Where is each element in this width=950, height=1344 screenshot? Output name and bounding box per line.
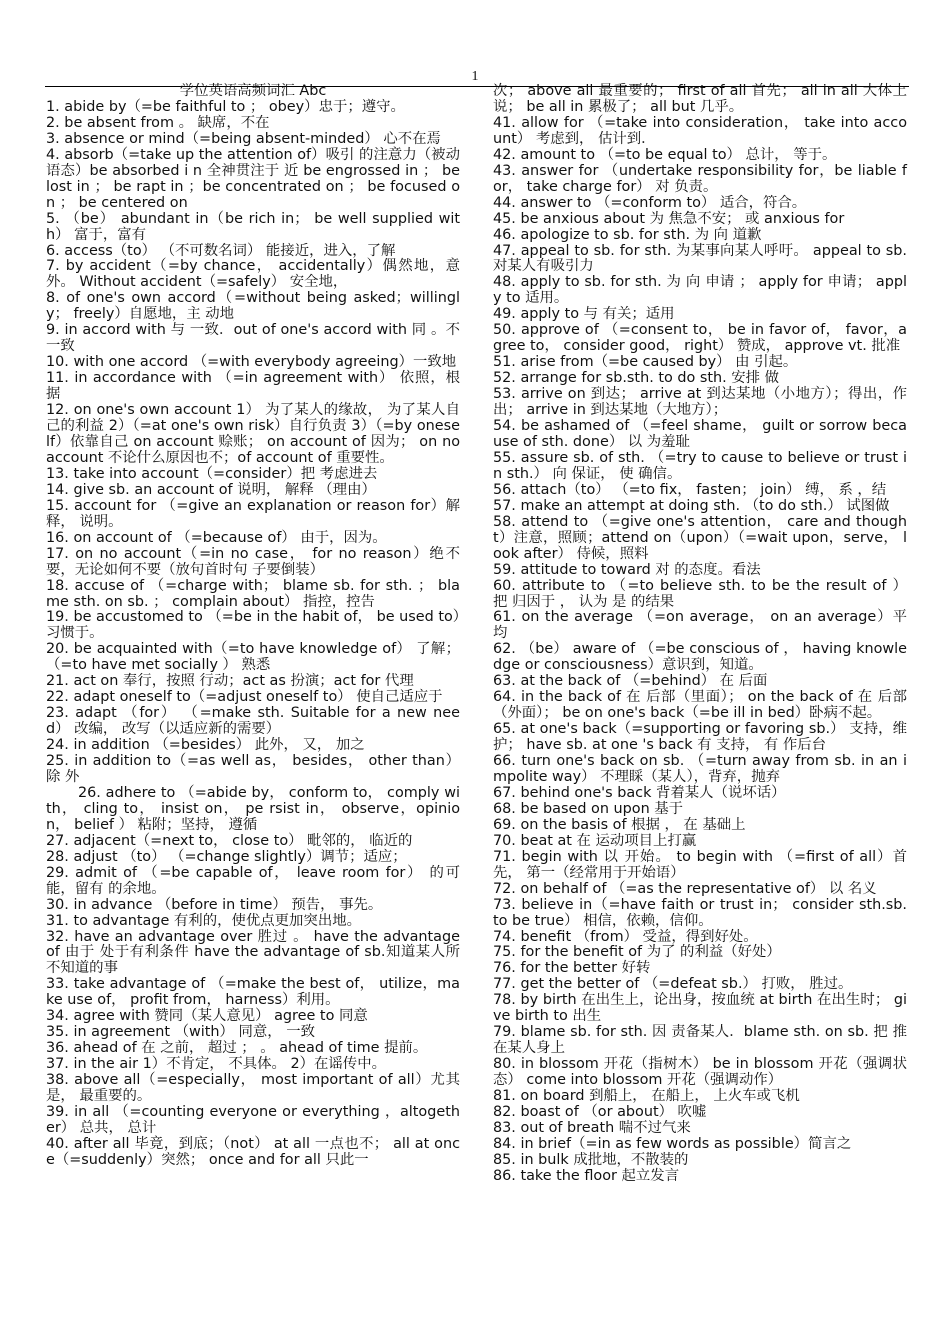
vocab-entry: 72. on behalf of （=as the representative of） 以 名义 bbox=[493, 880, 877, 897]
vocab-entry: 75. for the benefit of 为了 的利益（好处） bbox=[493, 944, 781, 961]
vocab-entry: 32. have an advantage over 胜过 。 have the advantage of 由于 处于有利条件 have the advantage of sb.知道某人所不知道的事 bbox=[46, 928, 460, 977]
vocab-entry: 6. access（to） （不可数名词） 能接近，进入，了解 bbox=[46, 242, 396, 259]
vocab-entry: 69. on the basis of 根据 ， 在 基础上 bbox=[493, 816, 746, 833]
vocab-entry: 76. for the better 好转 bbox=[493, 960, 651, 977]
vocab-entry: 1. abide by（=be faithful to ； obey）忠于；遵守。 bbox=[46, 98, 405, 115]
vocab-entry: 20. be acquainted with（=to have knowledge of） 了解；（=to have met socially ） 熟悉 bbox=[46, 641, 460, 674]
right-column bbox=[493, 84, 907, 1185]
vocab-entry: 40. after all 毕竟，到底；（not） at all 一点也不； all at once（=suddenly）突然； once and for all 只此一 bbox=[46, 1135, 460, 1168]
vocab-entry: 78. by birth 在出生上，论出身，按血统 at birth 在出生时； give birth to 出生 bbox=[493, 992, 907, 1025]
vocab-entry: 39. in all （=counting everyone or everything ，altogether） 总共， 总计 bbox=[46, 1104, 460, 1136]
vocab-entry: 12. on one's own account 1） 为了某人的缘故， 为了某人自己的利益 2）（=at one's own risk）自行负责 3）（=by oneself）依靠自己 on account 赊账； on account of 因为； on no account 不论什么原因也不；of account of 重要性。 bbox=[46, 402, 460, 466]
vocab-entry: 21. act on 奉行，按照 行动；act as 扮演；act for 代理 bbox=[46, 673, 414, 690]
vocab-entry: 46. apologize to sb. for sth. 为 向 道歉 bbox=[493, 226, 762, 243]
vocab-entry: 80. in blossom 开花（指树木） be in blossom 开花（强调状态） come into blossom 开花（强调动作） bbox=[493, 1056, 907, 1089]
vocab-entry: 4. absorb（=take up the attention of）吸引 的注意力（被动语态）be absorbed i n 全神贯注于 近 be engrossed in ； be lost in ； be rapt in ；be concentrated on ； be focused on ； be centered on bbox=[46, 146, 460, 211]
vocab-entry: 55. assure sb. of sth. （=try to cause to believe or trust in sth.） 向 保证， 使 确信。 bbox=[493, 449, 907, 482]
vocab-entry: 67. behind one's back 背着某人（说坏话） bbox=[493, 784, 786, 801]
vocab-entry: 57. make an attempt at doing sth. （to do sth.） 试图做 bbox=[493, 497, 890, 514]
vocab-entry: 14. give sb. an account of 说明， 解释 （理由） bbox=[46, 481, 376, 498]
vocab-entry: 35. in agreement （with） 同意， 一致 bbox=[46, 1024, 316, 1041]
page-number: 1 bbox=[471, 69, 479, 84]
vocab-entry: 44. answer to （=conform to） 适合，符合。 bbox=[493, 194, 807, 211]
vocab-entry: 26. adhere to （=abide by， conform to， comply with， cling to， insist on， pe rsist in， observe，opinion， belief ） 粘附；坚持， 遵循 bbox=[46, 784, 460, 833]
vocab-entry: 59. attitude to toward 对 的态度。看法 bbox=[493, 561, 761, 578]
vocab-entry: 81. on board 到船上， 在船上， 上火车或飞机 bbox=[493, 1088, 800, 1105]
vocab-entry: 52. arrange for sb.sth. to do sth. 安排 做 bbox=[493, 370, 780, 387]
vocab-entry: 30. in advance （before in time） 预告， 事先。 bbox=[46, 896, 383, 913]
vocab-entry: 38. above all（=especially， most important of all）尤其是， 最重要的。 bbox=[46, 1072, 460, 1105]
vocab-entry: 73. believe in（=have faith or trust in； consider sth.sb. to be true） 相信，依赖，信仰。 bbox=[493, 896, 907, 929]
vocab-entry: 77. get the better of （=defeat sb.） 打败， 胜过。 bbox=[493, 976, 853, 993]
vocab-entry: 22. adapt oneself to（=adjust oneself to） 使自己适应于 bbox=[46, 689, 443, 706]
vocab-entry: 11. in accordance with （=in agreement with） 依照，根据 bbox=[46, 370, 460, 403]
vocab-entry: 58. attend to （=give one's attention， care and thought）注意，照顾；attend on（upon）（=wait upon，serve， look after） 侍候，照料 bbox=[493, 513, 907, 562]
document-title: 学位英语高频词汇 Abc bbox=[179, 83, 327, 99]
vocab-entry: 82. boast of （or about） 吹嘘 bbox=[493, 1104, 707, 1120]
vocab-entry: 68. be based on upon 基于 bbox=[493, 800, 684, 817]
vocab-entry: 50. approve of （=consent to， be in favor of， favor，agree to， consider good， right） 赞成， approve vt. 批准 bbox=[493, 322, 907, 355]
vocab-entry: 7. by accident（=by chance， accidentally）偶然地，意外。 Without accident（=safely） 安全地， bbox=[46, 258, 460, 291]
vocab-entry: 54. be ashamed of （=feel shame， guilt or sorrow because of sth. done） 以 为羞耻 bbox=[493, 418, 907, 450]
vocab-entry: 29. admit of （=be capable of， leave room for） 的可能，留有 的余地。 bbox=[46, 864, 460, 897]
vocab-entry: 13. take into account（=consider）把 考虑进去 bbox=[46, 465, 378, 482]
vocab-entry: 60. attribute to （=to believe sth. to be the result of ） 把 归因于 ， 认为 是 的结果 bbox=[493, 577, 907, 610]
vocab-entry: 18. accuse of （=charge with； blame sb. for sth. ； blame sth. on sb. ； complain about） 指控，控告 bbox=[46, 577, 460, 610]
vocab-entry: 2. be absent from 。 缺席，不在 bbox=[46, 114, 270, 131]
vocab-entry: 51. arise from（=be caused by） 由 引起。 bbox=[493, 354, 798, 371]
vocab-entry: 42. amount to （=to be equal to） 总计， 等于。 bbox=[493, 146, 837, 163]
vocab-entry: 36. ahead of 在 之前， 超过 ； 。 ahead of time 提前。 bbox=[46, 1040, 428, 1057]
vocab-entry: 74. benefit （from） 受益，得到好处。 bbox=[493, 928, 758, 945]
vocab-entry: 9. in accord with 与 一致．out of one's accord with 同 。不一致 bbox=[46, 322, 460, 355]
vocab-entry: 49. apply to 与 有关；适用 bbox=[493, 306, 675, 323]
vocab-entry: 56. attach（to） （=to fix， fasten； join） 缚， 系 ，结 bbox=[493, 481, 887, 498]
vocab-entry: 86. take the floor 起立发言 bbox=[493, 1167, 680, 1184]
vocab-entry: 8. of one's own accord（=without being asked；willingly； freely）自愿地，主 动地 bbox=[46, 290, 460, 323]
vocab-entry: 62. （be） aware of （=be conscious of ， having knowledge or consciousness）意识到，知道。 bbox=[493, 641, 907, 674]
vocab-entry: 47. appeal to sb. for sth. 为某事向某人呼吁。 appeal to sb. 对某人有吸引力 bbox=[493, 242, 907, 275]
vocab-entry: 53. arrive on 到达； arrive at 到达某地（小地方）；得出，作出； arrive in 到达某地（大地方）； bbox=[493, 386, 907, 419]
vocab-entry: 85. in bulk 成批地，不散装的 bbox=[493, 1151, 689, 1168]
vocab-entry: 10. with one accord （=with everybody agreeing）一致地 bbox=[46, 354, 457, 371]
vocab-entry: 3. absence or mind（=being absent-minded） 心不在焉 bbox=[46, 130, 441, 147]
vocab-entry: 次； above all 最重要的； first of all 首先； all in all 大体上说； be all in 累极了； all but 几乎。 bbox=[493, 83, 907, 115]
vocab-entry: 27. adjacent（=next to， close to） 毗邻的， 临近的 bbox=[46, 832, 413, 849]
left-column bbox=[46, 84, 460, 1169]
vocab-entry: 33. take advantage of （=make the best of， utilize，make use of， profit from， harness）利用。 bbox=[46, 976, 460, 1009]
vocab-entry: 71. begin with 以 开始。 to begin with （=first of all）首先， 第一（经常用于开始语） bbox=[493, 848, 907, 881]
vocab-entry: 5. （be） abundant in（be rich in； be well supplied with） 富于，富有 bbox=[46, 210, 460, 243]
vocab-entry: 66. turn one's back on sb. （=turn away from sb. in an impolite way） 不理睬（某人），背弃，抛弃 bbox=[493, 753, 907, 785]
vocab-entry: 45. be anxious about 为 焦急不安； 或 anxious for bbox=[493, 210, 845, 227]
vocab-entry: 17. on no account（=in no case， for no reason）绝不要，无论如何不要（放句首时句 子要倒装） bbox=[46, 545, 460, 578]
vocab-entry: 37. in the air 1）不肯定， 不具体。 2）在谣传中。 bbox=[46, 1056, 386, 1073]
vocab-entry: 64. in the back of 在 后部（里面）； on the back of 在 后部（外面）； be on one's back（=be ill in bed）卧病不起。 bbox=[493, 689, 907, 722]
vocab-entry: 31. to advantage 有利的，使优点更加突出地。 bbox=[46, 912, 361, 929]
vocab-entry: 25. in addition to（=as well as， besides， other than）除 外 bbox=[46, 753, 460, 785]
vocab-entry: 48. apply to sb. for sth. 为 向 申请 ； apply for 申请； apply to 适用。 bbox=[493, 274, 907, 307]
vocab-entry: 24. in addition （=besides） 此外， 又， 加之 bbox=[46, 737, 365, 754]
vocab-entry: 43. answer for （undertake responsibility for，be liable for， take charge for） 对 负责。 bbox=[493, 162, 907, 195]
vocab-entry: 65. at one's back（=supporting or favoring sb.） 支持，维护； have sb. at one 's back 有 支持， 有 作后台 bbox=[493, 721, 907, 754]
vocab-entry: 41. allow for （=take into consideration， take into account） 考虑到， 估计到． bbox=[493, 114, 907, 147]
vocab-entry: 79. blame sb. for sth. 因 责备某人．blame sth. on sb. 把 推在某人身上 bbox=[493, 1024, 907, 1057]
vocab-entry: 16. on account of （=because of） 由于，因为。 bbox=[46, 529, 387, 546]
vocab-entry: 19. be accustomed to （=be in the habit of， be used to）习惯于。 bbox=[46, 609, 460, 642]
vocab-entry: 61. on the average （=on average， on an average）平均 bbox=[493, 609, 907, 642]
vocab-entry: 23. adapt （for） （=make sth. Suitable for a new need） 改编， 改写（以适应新的需要） bbox=[46, 705, 460, 738]
vocab-entry: 34. agree with 赞同（某人意见） agree to 同意 bbox=[46, 1008, 368, 1025]
vocab-entry: 15. account for （=give an explanation or reason for）解释， 说明。 bbox=[46, 497, 460, 530]
vocab-entry: 63. at the back of （=behind） 在 后面 bbox=[493, 673, 768, 690]
vocab-entry: 83. out of breath 喘不过气来 bbox=[493, 1119, 691, 1136]
vocab-entry: 70. beat at 在 运动项目上打赢 bbox=[493, 832, 697, 849]
vocab-entry: 84. in brief（=in as few words as possible）简言之 bbox=[493, 1135, 852, 1152]
vocab-entry: 28. adjust （to） （=change slightly）调节；适应； bbox=[46, 848, 407, 865]
